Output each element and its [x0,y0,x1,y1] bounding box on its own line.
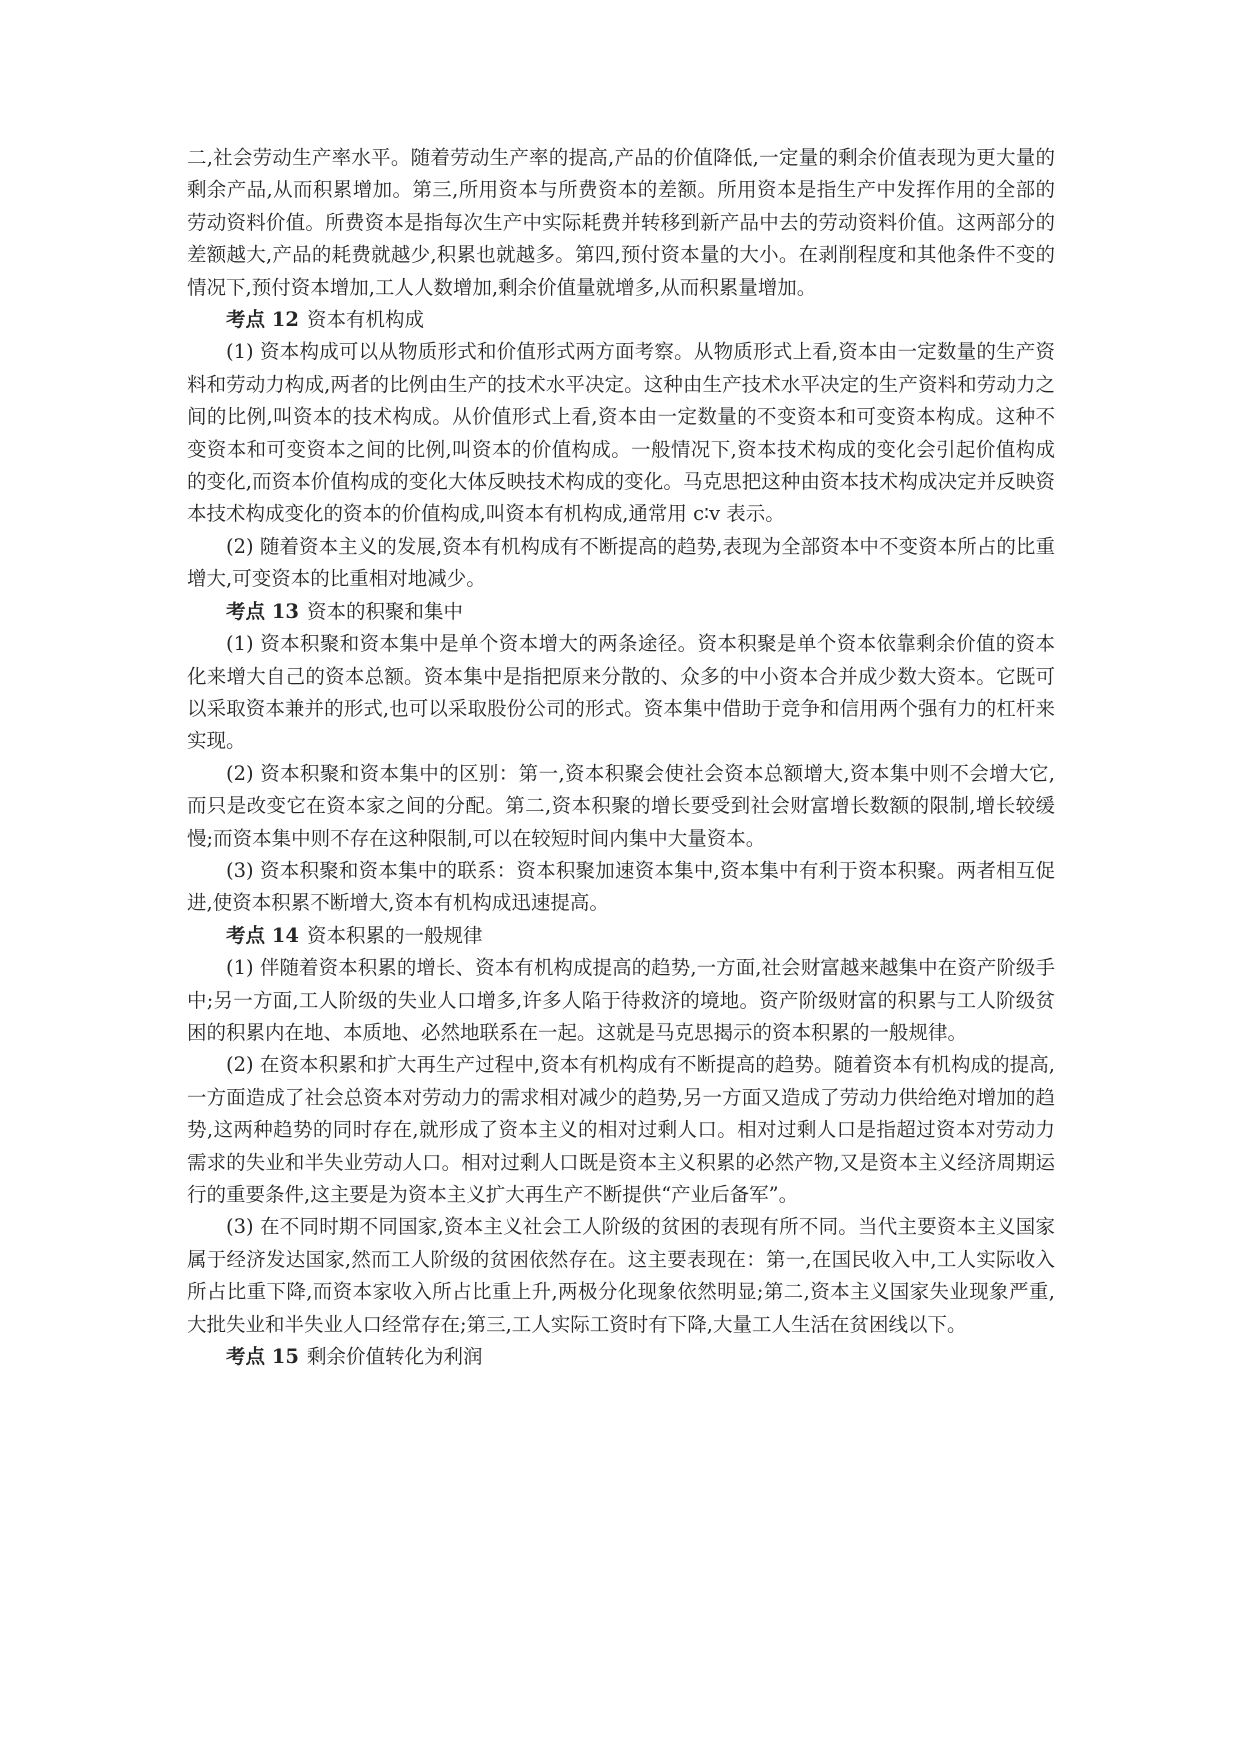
section-title: 资本有机构成 [306,308,424,332]
section-label: 考点 13 [226,599,299,623]
paragraph-14-3: (3) 在不同时期不同国家,资本主义社会工人阶级的贫困的表现有所不同。当代主要资本主义国家属于经济发达国家,然而工人阶级的贫困依然存在。这主要表现在：第一,在国民收入中,工人实际收入所占比重下降,而资本家收入所占比重上升,两极分化现象依然明显;第二,资本主义国家失业现象严重,大批失业和半失业人口经常存在;第三,工人实际工资时有下降,大量工人生活在贫困线以下。 [187,1215,1055,1336]
section-heading-14 [187,920,1055,952]
paragraph-accumulation-factors: 二,社会劳动生产率水平。随着劳动生产率的提高,产品的价值降低,一定量的剩余价值表现为更大量的剩余产品,从而积累增加。第三,所用资本与所费资本的差额。所用资本是指生产中发挥作用的全部的劳动资料价值。所费资本是指每次生产中实际耗费并转移到新产品中去的劳动资料价值。这两部分的差额越大,产品的耗费就越少,积累也就越多。第四,预付资本量的大小。在剥削程度和其他条件不变的情况下,预付资本增加,工人人数增加,剩余价值量就增多,从而积累量增加。 [187,146,1055,299]
paragraph-13-2: (2) 资本积聚和资本集中的区别：第一,资本积聚会使社会资本总额增大,资本集中则不会增大它,而只是改变它在资本家之间的分配。第二,资本积聚的增长要受到社会财富增长数额的限制,增长较缓慢;而资本集中则不存在这种限制,可以在较短时间内集中大量资本。 [187,761,1055,850]
section-heading-15 [187,1341,1055,1373]
section-title: 资本的积聚和集中 [306,599,463,623]
section-title: 资本积累的一般规律 [306,923,483,947]
section-heading-13 [187,596,1055,628]
section-label: 考点 15 [226,1345,299,1369]
paragraph-14-1: (1) 伴随着资本积累的增长、资本有机构成提高的趋势,一方面,社会财富越来越集中在资产阶级手中;另一方面,工人阶级的失业人口增多,许多人陷于待救济的境地。资产阶级财富的积累与工人阶级贫困的积累内在地、本质地、必然地联系在一起。这就是马克思揭示的资本积累的一般规律。 [187,956,1055,1044]
paragraph-13-3: (3) 资本积聚和资本集中的联系：资本积聚加速资本集中,资本集中有利于资本积聚。两者相互促进,使资本积累不断增大,资本有机构成迅速提高。 [187,858,1055,915]
paragraph-12-2: (2) 随着资本主义的发展,资本有机构成有不断提高的趋势,表现为全部资本中不变资本所占的比重增大,可变资本的比重相对地减少。 [187,534,1055,591]
paragraph-12-1: (1) 资本构成可以从物质形式和价值形式两方面考察。从物质形式上看,资本由一定数量的生产资料和劳动力构成,两者的比例由生产的技术水平决定。这种由生产技术水平决定的生产资料和劳动力之间的比例,叫资本的技术构成。从价值形式上看,资本由一定数量的不变资本和可变资本构成。这种不变资本和可变资本之间的比例,叫资本的价值构成。一般情况下,资本技术构成的变化会引起价值构成的变化,而资本价值构成的变化大体反映技术构成的变化。马克思把这种由资本技术构成决定并反映资本技术构成变化的资本的价值构成,叫资本有机构成,通常用 c∶v 表示。 [187,340,1055,526]
section-label: 考点 12 [226,308,299,332]
section-heading-12 [187,304,1055,336]
paragraph-13-1: (1) 资本积聚和资本集中是单个资本增大的两条途径。资本积聚是单个资本依靠剩余价值的资本化来增大自己的资本总额。资本集中是指把原来分散的、众多的中小资本合并成少数大资本。它既可以采取资本兼并的形式,也可以采取股份公司的形式。资本集中借助于竞争和信用两个强有力的杠杆来实现。 [187,632,1055,753]
section-title: 剩余价值转化为利润 [306,1345,483,1369]
paragraph-14-2: (2) 在资本积累和扩大再生产过程中,资本有机构成有不断提高的趋势。随着资本有机构成的提高,一方面造成了社会总资本对劳动力的需求相对减少的趋势,另一方面又造成了劳动力供给绝对增加的趋势,这两种趋势的同时存在,就形成了资本主义的相对过剩人口。相对过剩人口是指超过资本对劳动力需求的失业和半失业劳动人口。相对过剩人口既是资本主义积累的必然产物,又是资本主义经济周期运行的重要条件,这主要是为资本主义扩大再生产不断提供“产业后备军”。 [187,1053,1055,1206]
document-page [187,142,1055,1373]
section-label: 考点 14 [226,923,299,947]
